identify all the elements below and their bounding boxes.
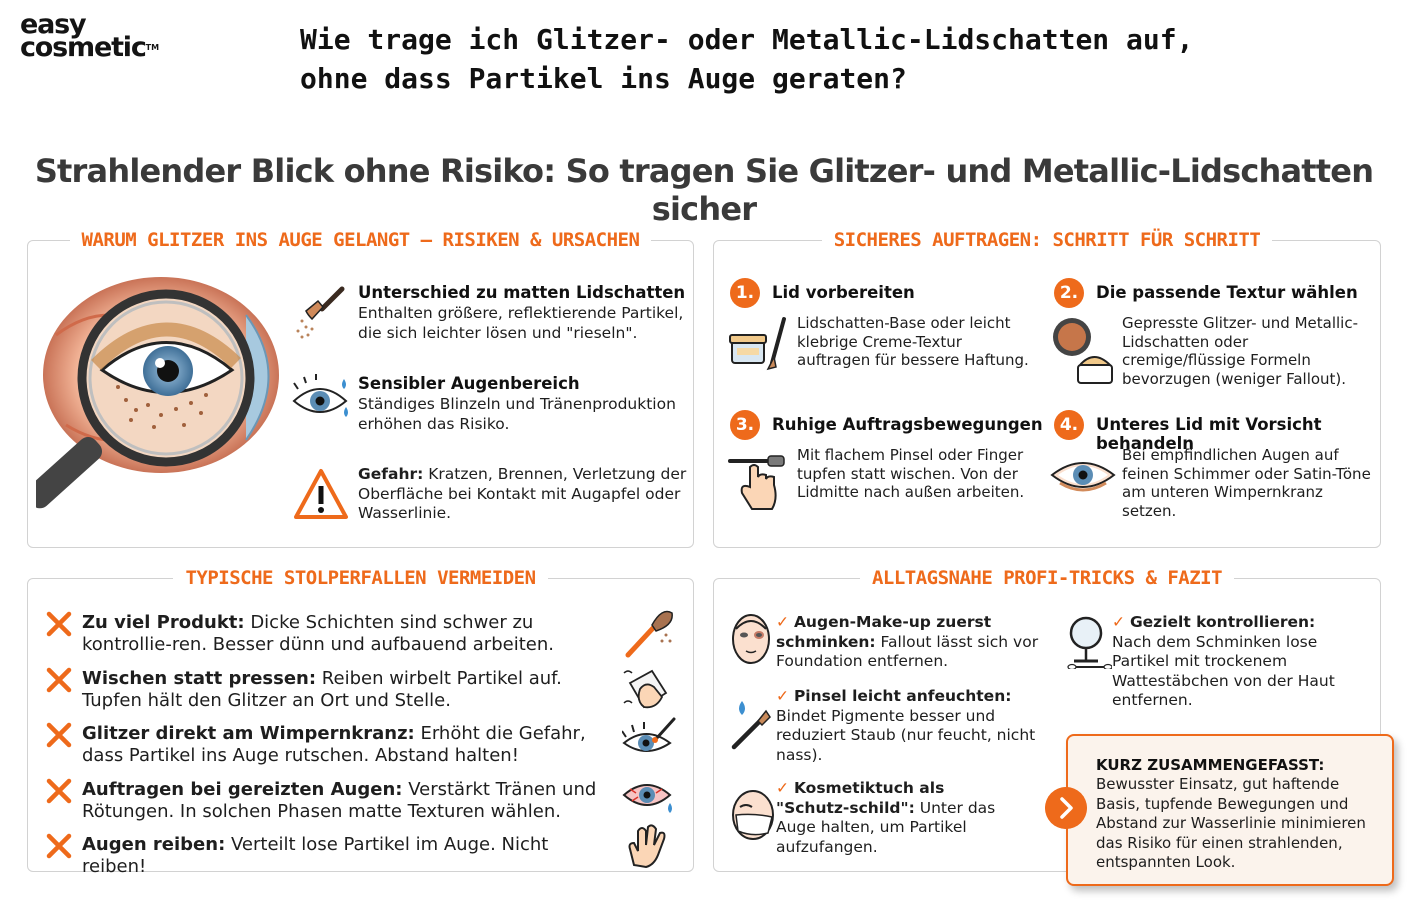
- steps-panel-title: [714, 229, 1380, 251]
- pitfall-label: Augen reiben:: [82, 834, 226, 855]
- finger-tap-icon: [728, 447, 790, 513]
- tissue-shield-icon: [728, 787, 778, 843]
- irritated-eye-icon: [622, 775, 676, 819]
- rubbing-hand-icon: [624, 821, 672, 869]
- teary-eye-icon: [292, 373, 352, 423]
- pitfall-label: Wischen statt pressen:: [82, 668, 317, 689]
- step-text-4: Bei empfindlichen Augen auf feinen Schimmer oder Satin-Töne am unteren Wimpernkranz setzen.: [1122, 446, 1371, 520]
- pitfall-rubbing: [82, 834, 612, 878]
- step-heading-4: Unteres Lid mit Vorsicht behandeln: [1096, 415, 1322, 453]
- chevron-right-icon: [1045, 787, 1087, 829]
- step-number-3: 3.: [730, 410, 760, 440]
- risk-danger-body: Kratzen, Brennen, Verletzung der Oberfläche bei Kontakt mit Augapfel oder Wasserlinie.: [358, 465, 687, 522]
- trick-label: Pinsel leicht anfeuchten:: [793, 687, 1012, 705]
- eye-magnifier-illustration-icon: [36, 275, 291, 525]
- step-heading-3: Ruhige Auftragsbewegungen: [772, 415, 1043, 434]
- trick-check-skin: [1112, 613, 1362, 711]
- lower-lid-eye-icon: [1050, 451, 1116, 503]
- risk-danger-text: [358, 465, 688, 524]
- pitfall-text: Verstärkt Tränen und Rötungen. In solchen Phasen matte Texturen wählen.: [82, 779, 597, 822]
- warning-icon: [292, 467, 350, 521]
- risk-text-matte-difference: Enthalten größere, reflektierende Partikel, die sich leichter lösen und "rieseln".: [358, 304, 684, 342]
- powder-brush-icon: [622, 605, 674, 661]
- step-number-2: 2.: [1054, 278, 1084, 308]
- pitfalls-title-text: TYPISCHE STOLPERFALLEN VERMEIDEN: [173, 567, 547, 589]
- pitfall-too-much-product: [82, 612, 612, 656]
- check-icon: ✓: [776, 779, 789, 797]
- trick-label: Gezielt kontrollieren:: [1129, 613, 1316, 631]
- risk-danger-label: Gefahr:: [358, 465, 424, 483]
- trick-text: Fallout lässt sich vor Foundation entfernen.: [776, 632, 1039, 670]
- pitfall-text: Dicke Schichten sind schwer zu kontrollie-ren. Besser dünn und aufbauend arbeiten.: [82, 612, 554, 655]
- step-number-4: 4.: [1054, 410, 1084, 440]
- pitfall-label: Glitzer direkt am Wimpernkranz:: [82, 723, 415, 744]
- cross-icon: [46, 833, 72, 859]
- face-makeup-icon: [728, 611, 774, 667]
- risks-panel: [27, 229, 694, 548]
- cross-icon: [46, 611, 72, 637]
- pitfalls-panel-title: [28, 567, 693, 589]
- tricks-title-text: ALLTAGSNAHE PROFI-TRICKS & FAZIT: [860, 567, 1234, 589]
- summary-text: Bewusster Einsatz, gut haftende Basis, tupfende Bewegungen und Abstand zur Wasserlinie minimieren das Risiko für einen strahlenden, entspannten Look.: [1096, 775, 1366, 871]
- trademark: TM: [145, 43, 160, 52]
- trick-text: Bindet Pigmente besser und reduziert Staub (nur feucht, nicht nass).: [776, 706, 1036, 764]
- risks-title-text: WARUM GLITZER INS AUGE GELANGT – RISIKEN & URSACHEN: [70, 229, 652, 251]
- pitfall-lash-line: [82, 723, 612, 767]
- step-text-3: Mit flachem Pinsel oder Finger tupfen statt wischen. Von der Lidmitte nach außen arbeiten.: [797, 446, 1025, 501]
- step-heading-2: Die passende Textur wählen: [1096, 283, 1358, 302]
- risks-panel-title: [28, 229, 693, 251]
- step-number-1: 1.: [730, 278, 760, 308]
- pitfall-irritated-eyes: [82, 779, 612, 823]
- trick-text: Unter das Auge halten, um Partikel aufzufangen.: [776, 798, 996, 856]
- check-icon: ✓: [1112, 613, 1125, 631]
- trick-tissue-shield: [776, 779, 1016, 857]
- summary-title: KURZ ZUSAMMENGEFASST:: [1096, 756, 1325, 774]
- pitfall-text: Erhöht die Gefahr, dass Partikel ins Auge rutschen. Abstand halten!: [82, 723, 586, 766]
- question-heading: Wie trage ich Glitzer- oder Metallic-Lidschatten auf, ohne dass Partikel ins Auge geraten?: [300, 23, 1194, 95]
- tricks-panel-title: [714, 567, 1380, 589]
- risk-heading-matte-difference: Unterschied zu matten Lidschatten: [358, 283, 686, 302]
- logo-line-1: easy: [20, 9, 86, 40]
- brand-logo: [20, 9, 190, 63]
- pitfall-label: Auftragen bei gereizten Augen:: [82, 779, 403, 800]
- pitfall-text: Verteilt lose Partikel im Auge. Nicht reiben!: [82, 834, 549, 877]
- pitfalls-panel: [27, 567, 694, 877]
- trick-eye-first: [776, 613, 1066, 672]
- summary-box: [1066, 734, 1394, 886]
- step-text-1: Lidschatten-Base oder leicht klebrige Creme-Textur auftragen für bessere Haftung.: [797, 314, 1029, 369]
- trick-damp-brush: [776, 687, 1066, 765]
- logo-word: cosmetic: [20, 32, 146, 63]
- step-heading-1: Lid vorbereiten: [772, 283, 915, 302]
- trick-label: Kosmetiktuch als "Schutz-schild":: [776, 779, 945, 817]
- pitfall-text: Reiben wirbelt Partikel auf. Tupfen hält den Glitzer an Ort und Stelle.: [82, 668, 562, 711]
- cross-icon: [46, 722, 72, 748]
- steps-title-text: SICHERES AUFTRAGEN: SCHRITT FÜR SCHRITT: [822, 229, 1273, 251]
- trick-label: Augen-Make-up zuerst schminken:: [776, 613, 992, 651]
- wiping-hand-icon: [622, 663, 674, 715]
- page-title: Strahlender Blick ohne Risiko: So tragen Sie Glitzer- und Metallic-Lidschatten sicher: [34, 152, 1374, 228]
- pitfall-label: Zu viel Produkt:: [82, 612, 245, 633]
- primer-jar-icon: [728, 315, 788, 373]
- risk-heading-sensitive-area: Sensibler Augenbereich: [358, 374, 580, 393]
- check-icon: ✓: [776, 613, 789, 631]
- pitfall-wiping: [82, 668, 612, 712]
- risk-text-sensitive-area: Ständiges Blinzeln und Tränenproduktion erhöhen das Risiko.: [358, 395, 676, 433]
- pressed-powder-icon: [1050, 315, 1114, 387]
- trick-text: Nach dem Schminken lose Partikel mit trockenem Wattestäbchen von der Haut entfernen.: [1112, 632, 1335, 709]
- mirror-cotton-swab-icon: [1066, 613, 1112, 669]
- cross-icon: [46, 667, 72, 693]
- damp-brush-icon: [728, 699, 774, 751]
- check-icon: ✓: [776, 687, 789, 705]
- cross-icon: [46, 778, 72, 804]
- steps-panel: [713, 229, 1381, 548]
- step-text-2: Gepresste Glitzer- und Metallic-Lidschatten oder cremige/flüssige Formeln bevorzugen (weniger Fallout).: [1122, 314, 1358, 388]
- makeup-brush-icon: [294, 285, 346, 341]
- lash-line-brush-icon: [622, 717, 676, 763]
- logo-line-2: [20, 32, 190, 63]
